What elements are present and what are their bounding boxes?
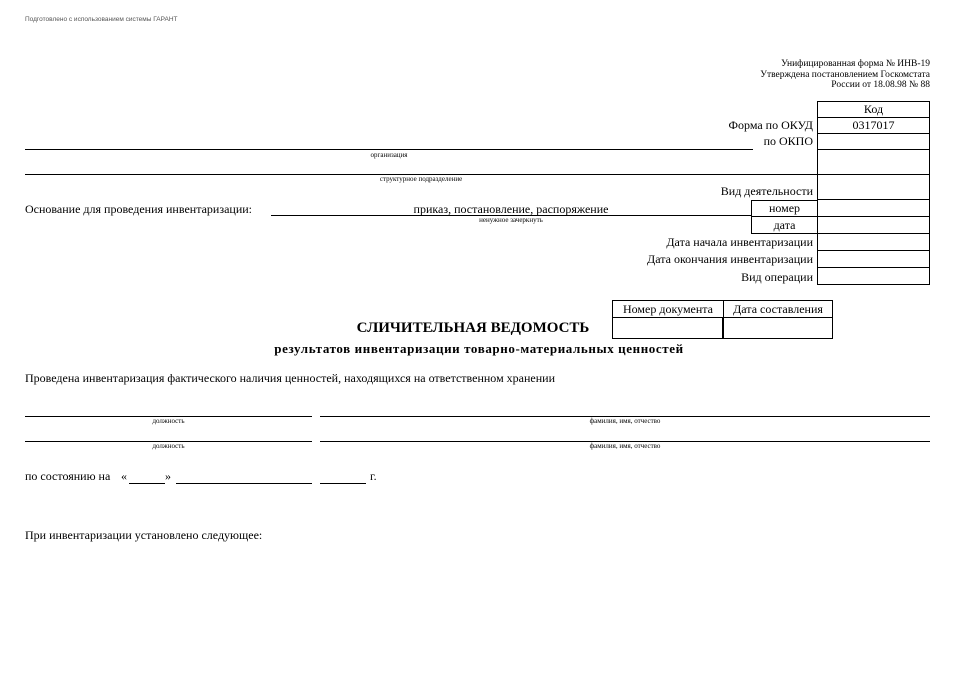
operation-label: Вид операции (741, 270, 813, 284)
document-subtitle: результатов инвентаризации товарно-материальных ценностей (274, 341, 684, 356)
month-field[interactable] (176, 483, 312, 484)
basis-label: Основание для проведения инвентаризации: (25, 202, 253, 216)
okpo-label: по ОКПО (763, 134, 813, 148)
name-caption-1: фамилия, имя, отчество (589, 417, 661, 425)
codes-divider (817, 267, 930, 268)
custody-text: Проведена инвентаризация фактического наличия ценностей, находящихся на ответственном хранении (25, 371, 556, 385)
position-caption-2: должность (152, 442, 185, 450)
codes-divider (817, 233, 930, 234)
code-header: Код (817, 101, 930, 118)
year-field[interactable] (320, 483, 366, 484)
day-field[interactable] (129, 483, 165, 484)
quote-open: « (121, 469, 127, 483)
approval-line: Утверждена постановлением Госкомстата (760, 69, 930, 80)
codes-divider (817, 250, 930, 251)
date-label: дата (773, 218, 796, 232)
organization-field[interactable] (25, 149, 753, 150)
activity-label: Вид деятельности (720, 184, 813, 198)
codes-divider (817, 199, 930, 200)
order-box-divider (751, 216, 818, 217)
approval-date: России от 18.08.98 № 88 (831, 80, 930, 90)
doc-number-header: Номер документа (612, 300, 724, 318)
form-name: Унифицированная форма № ИНВ-19 (781, 59, 930, 69)
quote-close: » (165, 469, 171, 483)
year-suffix: г. (370, 469, 377, 483)
established-text: При инвентаризации установлено следующее: (25, 528, 263, 542)
as-of-label: по состоянию на (25, 469, 111, 483)
organization-caption: организация (370, 151, 408, 159)
codes-outline (817, 117, 930, 285)
doc-date-field[interactable] (722, 317, 833, 339)
codes-divider (817, 133, 930, 134)
doc-date-header: Дата составления (723, 300, 833, 318)
division-caption: структурное подразделение (379, 175, 463, 183)
strike-caption: ненужное зачеркнуть (479, 216, 543, 224)
garant-note: Подготовлено с использованием системы ГАРАНТ (25, 16, 178, 23)
codes-divider (817, 174, 930, 175)
codes-divider (817, 216, 930, 217)
number-label: номер (768, 201, 801, 215)
name-caption-2: фамилия, имя, отчество (589, 442, 661, 450)
end-date-label: Дата окончания инвентаризации (647, 252, 813, 266)
document-title: СЛИЧИТЕЛЬНАЯ ВЕДОМОСТЬ (356, 320, 590, 336)
okud-label: Форма по ОКУД (728, 118, 813, 132)
position-caption-1: должность (152, 417, 185, 425)
start-date-label: Дата начала инвентаризации (666, 235, 813, 249)
codes-divider (817, 149, 930, 150)
basis-value: приказ, постановление, распоряжение (413, 202, 609, 216)
form-header (630, 59, 930, 91)
okud-code[interactable]: 0317017 (852, 118, 895, 132)
